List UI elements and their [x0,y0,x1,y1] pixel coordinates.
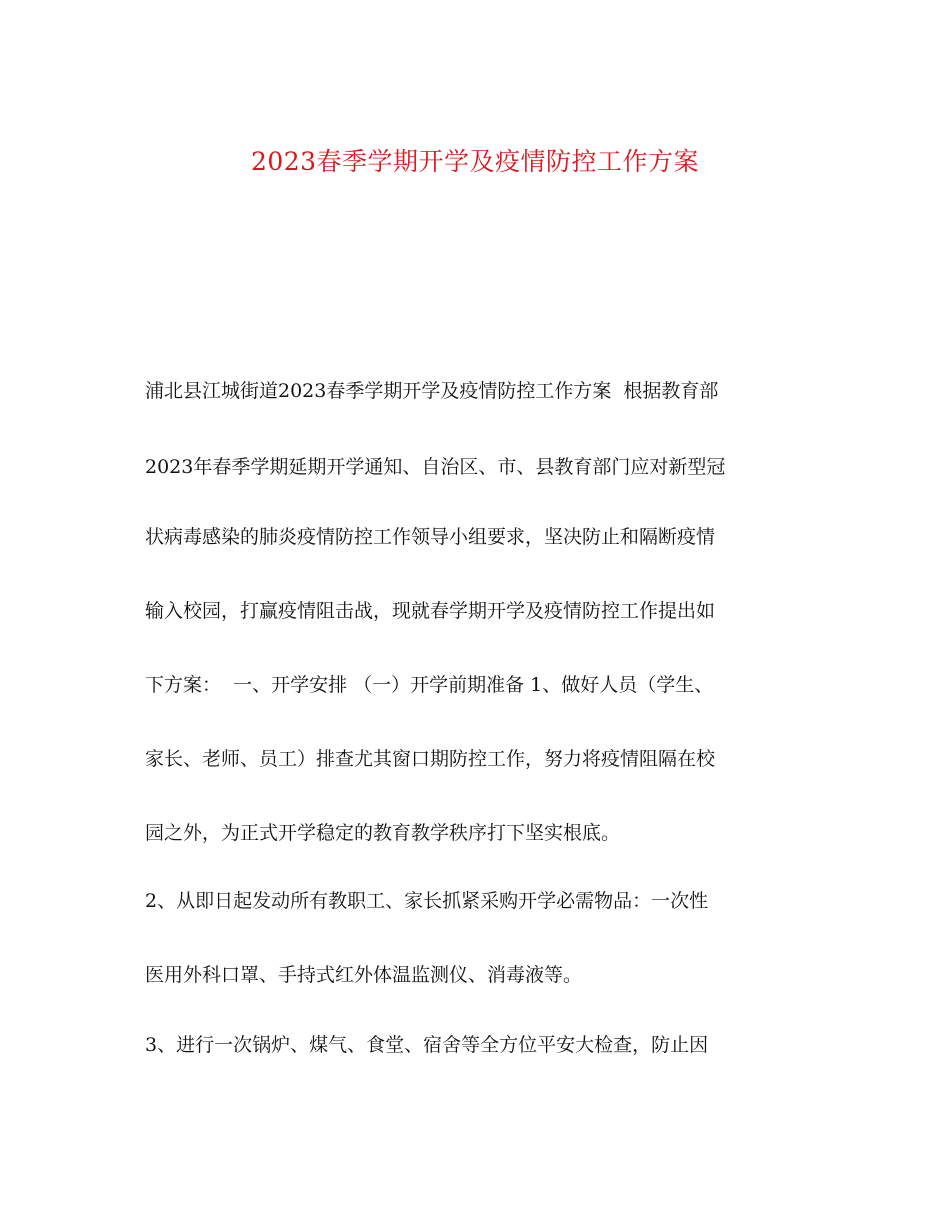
body-line: 2023年春季学期延期开学通知、自治区、市、县教育部门应对新型冠 [145,456,726,478]
body-line: 园之外，为正式开学稳定的教育教学秩序打下坚实根底。 [145,822,621,844]
body-line: 2、从即日起发动所有教职工、家长抓紧采购开学必需物品：一次性 [145,890,709,912]
body-line: 医用外科口罩、手持式红外体温监测仪、消毒液等。 [145,964,583,986]
body-line: 家长、老师、员工）排查尤其窗口期防控工作，努力将疫情阻隔在校 [145,748,716,770]
document-title: 2023春季学期开学及疫情防控工作方案 [250,147,700,176]
body-line: 3、进行一次锅炉、煤气、食堂、宿舍等全方位平安大检查，防止因 [145,1034,709,1056]
body-line: 浦北县江城街道2023春季学期开学及疫情防控工作方案 根据教育部 [145,380,719,402]
body-line: 下方案： 一、开学安排 （一）开学前期准备 1、做好人员（学生、 [145,674,714,696]
body-line: 状病毒感染的肺炎疫情防控工作领导小组要求，坚决防止和隔断疫情 [145,526,716,548]
body-line: 输入校园，打赢疫情阻击战，现就春学期开学及疫情防控工作提出如 [145,600,716,622]
